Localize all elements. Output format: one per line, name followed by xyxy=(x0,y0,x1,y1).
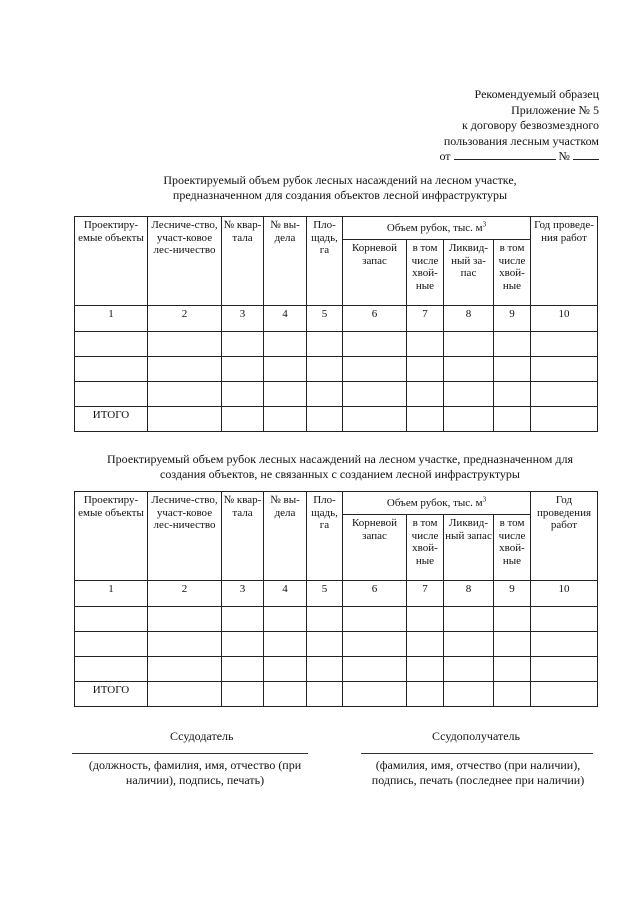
table1-title-line-1: Проектируемый объем рубок лесных насаждений на лесном участке, xyxy=(163,173,517,187)
empty-cell[interactable] xyxy=(307,332,343,357)
col-num: 1 xyxy=(75,581,148,607)
col-header-year: Год проведения работ xyxy=(531,492,598,581)
empty-cell[interactable] xyxy=(264,682,307,707)
empty-cell[interactable] xyxy=(75,357,148,382)
col-header-incl-conifer-1: в том числе хвой-ные xyxy=(407,515,444,581)
col-num: 9 xyxy=(494,306,531,332)
empty-cell[interactable] xyxy=(148,407,222,432)
col-num: 7 xyxy=(407,306,444,332)
col-header-root: Корневой запас xyxy=(343,240,407,306)
col-header-incl-conifer-1: в том числе хвой-ные xyxy=(407,240,444,306)
empty-cell[interactable] xyxy=(407,657,444,682)
table2-title xyxy=(60,452,620,482)
empty-cell[interactable] xyxy=(264,607,307,632)
table-forest-infrastructure xyxy=(74,216,598,432)
volume-label: Объем рубок, тыс. м xyxy=(386,496,483,509)
column-number-row xyxy=(75,306,598,332)
table-non-infrastructure xyxy=(74,491,598,707)
header-line-3: к договору безвозмездного xyxy=(461,118,599,133)
col-header-area: Пло-щадь, га xyxy=(307,217,343,306)
empty-cell[interactable] xyxy=(222,407,264,432)
empty-cell[interactable] xyxy=(531,357,598,382)
empty-cell[interactable] xyxy=(264,632,307,657)
header-line-1: Рекомендуемый образец xyxy=(474,87,599,101)
empty-cell[interactable] xyxy=(407,382,444,407)
col-num: 1 xyxy=(75,306,148,332)
borrower-signature-caption: (фамилия, имя, отчество (при наличии), подпись, печать (последнее при наличии) xyxy=(371,758,585,787)
col-num: 7 xyxy=(407,581,444,607)
col-num: 6 xyxy=(343,306,407,332)
lender-signature-line[interactable] xyxy=(72,753,308,754)
empty-cell[interactable] xyxy=(444,607,494,632)
empty-cell[interactable] xyxy=(222,632,264,657)
col-num: 5 xyxy=(307,306,343,332)
number-blank xyxy=(573,149,599,160)
empty-cell[interactable] xyxy=(222,607,264,632)
col-num: 2 xyxy=(148,306,222,332)
empty-cell[interactable] xyxy=(343,632,407,657)
empty-cell[interactable] xyxy=(264,657,307,682)
empty-cell[interactable] xyxy=(531,607,598,632)
table-row xyxy=(75,632,598,657)
empty-cell[interactable] xyxy=(307,357,343,382)
date-prefix: от xyxy=(439,149,451,164)
table-row xyxy=(75,332,598,357)
empty-cell[interactable] xyxy=(494,407,531,432)
col-header-area: Пло-щадь, га xyxy=(307,492,343,581)
date-blank xyxy=(454,149,556,160)
col-num: 2 xyxy=(148,581,222,607)
empty-cell[interactable] xyxy=(264,407,307,432)
empty-cell[interactable] xyxy=(494,382,531,407)
empty-cell[interactable] xyxy=(407,632,444,657)
total-row xyxy=(75,682,598,707)
empty-cell[interactable] xyxy=(148,357,222,382)
empty-cell[interactable] xyxy=(494,357,531,382)
empty-cell[interactable] xyxy=(531,332,598,357)
empty-cell[interactable] xyxy=(307,632,343,657)
col-header-year: Год проведе-ния работ xyxy=(531,217,598,306)
empty-cell[interactable] xyxy=(222,682,264,707)
empty-cell[interactable] xyxy=(407,607,444,632)
volume-label: Объем рубок, тыс. м xyxy=(386,221,483,234)
empty-cell[interactable] xyxy=(531,407,598,432)
col-header-forestry: Лесниче-ство, участ-ковое лес-ничество xyxy=(148,217,222,306)
header-line-4: пользования лесным участком xyxy=(443,133,599,148)
empty-cell[interactable] xyxy=(444,632,494,657)
col-header-volume xyxy=(343,217,531,240)
empty-cell[interactable] xyxy=(75,632,148,657)
col-header-allotment: № вы-дела xyxy=(264,492,307,581)
empty-cell[interactable] xyxy=(75,607,148,632)
col-header-incl-conifer-2: в том числе хвой-ные xyxy=(494,515,531,581)
empty-cell[interactable] xyxy=(148,632,222,657)
empty-cell[interactable] xyxy=(148,382,222,407)
col-header-root: Корневой запас xyxy=(343,515,407,581)
col-header-quarter: № квар-тала xyxy=(222,217,264,306)
number-prefix: № xyxy=(558,149,570,164)
table-row xyxy=(75,382,598,407)
empty-cell[interactable] xyxy=(148,657,222,682)
empty-cell[interactable] xyxy=(264,382,307,407)
col-header-quarter: № квар-тала xyxy=(222,492,264,581)
empty-cell[interactable] xyxy=(494,632,531,657)
empty-cell[interactable] xyxy=(75,332,148,357)
col-num: 4 xyxy=(264,581,307,607)
lender-signature-caption: (должность, фамилия, имя, отчество (при наличии), подпись, печать) xyxy=(88,758,302,787)
col-num: 9 xyxy=(494,581,531,607)
table-row xyxy=(75,657,598,682)
col-header-allotment: № вы-дела xyxy=(264,217,307,306)
empty-cell[interactable] xyxy=(264,357,307,382)
empty-cell[interactable] xyxy=(264,332,307,357)
col-header-liquid: Ликвид-ный за-пас xyxy=(444,240,494,306)
col-header-objects: Проектиру-емые объекты xyxy=(75,217,148,306)
total-label: ИТОГО xyxy=(75,682,148,707)
col-num: 3 xyxy=(222,306,264,332)
empty-cell[interactable] xyxy=(343,607,407,632)
col-num: 8 xyxy=(444,306,494,332)
empty-cell[interactable] xyxy=(407,407,444,432)
empty-cell[interactable] xyxy=(222,382,264,407)
lender-label: Ссудодатель xyxy=(170,729,234,743)
empty-cell[interactable] xyxy=(343,382,407,407)
empty-cell[interactable] xyxy=(222,332,264,357)
col-header-volume xyxy=(343,492,531,515)
empty-cell[interactable] xyxy=(407,332,444,357)
col-num: 6 xyxy=(343,581,407,607)
empty-cell[interactable] xyxy=(148,682,222,707)
empty-cell[interactable] xyxy=(75,382,148,407)
table2-title-line-1: Проектируемый объем рубок лесных насаждений на лесном участке, предназначенном для xyxy=(107,452,573,466)
empty-cell[interactable] xyxy=(531,657,598,682)
col-num: 8 xyxy=(444,581,494,607)
table1-title xyxy=(60,173,620,203)
empty-cell[interactable] xyxy=(307,382,343,407)
empty-cell[interactable] xyxy=(444,382,494,407)
volume-unit-sup: 3 xyxy=(482,495,487,504)
header-date-line xyxy=(439,149,599,165)
empty-cell[interactable] xyxy=(444,657,494,682)
empty-cell[interactable] xyxy=(343,657,407,682)
col-num: 3 xyxy=(222,581,264,607)
header-line-2: Приложение № 5 xyxy=(511,102,599,117)
borrower-signature-line[interactable] xyxy=(361,753,593,754)
empty-cell[interactable] xyxy=(444,332,494,357)
empty-cell[interactable] xyxy=(531,382,598,407)
borrower-label: Ссудополучатель xyxy=(432,729,521,743)
table-row xyxy=(75,607,598,632)
col-num: 4 xyxy=(264,306,307,332)
empty-cell[interactable] xyxy=(531,682,598,707)
empty-cell[interactable] xyxy=(307,407,343,432)
appendix-header xyxy=(439,87,599,165)
empty-cell[interactable] xyxy=(494,607,531,632)
column-number-row xyxy=(75,581,598,607)
col-header-forestry: Лесниче-ство, участ-ковое лес-ничество xyxy=(148,492,222,581)
empty-cell[interactable] xyxy=(148,332,222,357)
empty-cell[interactable] xyxy=(444,357,494,382)
empty-cell[interactable] xyxy=(148,607,222,632)
empty-cell[interactable] xyxy=(307,607,343,632)
volume-unit-sup: 3 xyxy=(482,220,487,229)
empty-cell[interactable] xyxy=(343,332,407,357)
empty-cell[interactable] xyxy=(407,357,444,382)
empty-cell[interactable] xyxy=(494,657,531,682)
empty-cell[interactable] xyxy=(531,632,598,657)
total-label: ИТОГО xyxy=(75,407,148,432)
empty-cell[interactable] xyxy=(494,332,531,357)
total-row xyxy=(75,407,598,432)
empty-cell[interactable] xyxy=(222,357,264,382)
empty-cell[interactable] xyxy=(75,657,148,682)
col-num: 5 xyxy=(307,581,343,607)
empty-cell[interactable] xyxy=(307,682,343,707)
empty-cell[interactable] xyxy=(343,682,407,707)
empty-cell[interactable] xyxy=(407,682,444,707)
empty-cell[interactable] xyxy=(444,682,494,707)
empty-cell[interactable] xyxy=(494,682,531,707)
empty-cell[interactable] xyxy=(307,657,343,682)
col-header-objects: Проектиру-емые объекты xyxy=(75,492,148,581)
empty-cell[interactable] xyxy=(222,657,264,682)
col-header-incl-conifer-2: в том числе хвой-ные xyxy=(494,240,531,306)
table1-title-line-2: предназначенном для создания объектов лесной инфраструктуры xyxy=(172,188,508,202)
empty-cell[interactable] xyxy=(343,357,407,382)
empty-cell[interactable] xyxy=(343,407,407,432)
col-num: 10 xyxy=(531,306,598,332)
empty-cell[interactable] xyxy=(444,407,494,432)
col-num: 10 xyxy=(531,581,598,607)
table2-title-line-2: создания объектов, не связанных с созданием лесной инфраструктуры xyxy=(160,467,520,481)
table-row xyxy=(75,357,598,382)
col-header-liquid: Ликвид-ный запас xyxy=(444,515,494,581)
